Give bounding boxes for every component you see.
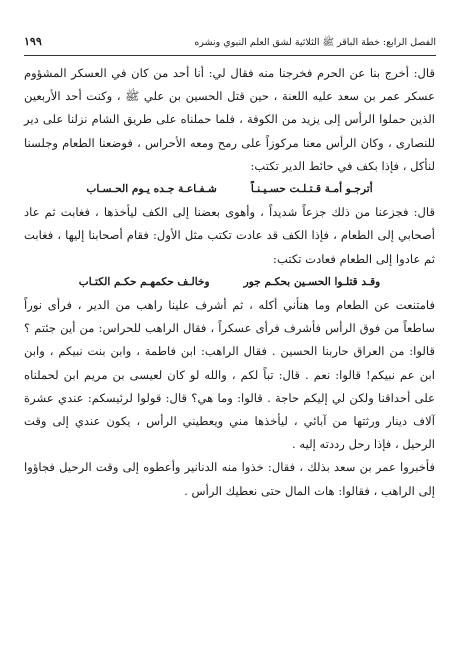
paragraph-1: قال: أخرج بنا عن الحرم فخرجنا منه فقال لي: أنا أحد من كان في العسكر المشؤوم عسكر عمر بن سعد عليه اللعنة ، حين قتل الحسين بن علي ﷺ ، وكنت أحد الأربعين الذين حملوا الرأس إلى يزيد من الكوفة ، فلما حملناه على طريق الشام نزلنا على دير للنصارى ، وكان الرأس معنا مركوزاً على رمح ومعه الأحراس ، فوضعنا الطعام وجلسنا لنأكل ، فإذا بكف في حائط الدير تكتب: — [24, 66, 435, 173]
page-header — [24, 33, 436, 56]
verse-1-second-hemistich: شـفـاعـة جـده يـوم الحـسـاب — [86, 183, 217, 196]
verse-1-first-hemistich: أترجـو أمـة قـتـلـت حسـيـنـاً — [250, 183, 373, 196]
page-number: ١٩٩ — [24, 35, 42, 48]
verse-1 — [24, 178, 435, 201]
paragraph-3: فامتنعت عن الطعام وما هنأني أكله ، ثم أشرف علينا راهب من الدير ، فرأى نوراً ساطعاً من فوق الرأس فأشرف فرأى عسكراً ، فقال الراهب للحراس: من أين جئتم ؟ قالوا: من العراق حاربنا الحسين . فقال الراهب: ابن فاطمة ، وابن بنت نبيكم ، وابن ابن عم نبيكم! قالوا: نعم . قال: تباً لكم ، والله لو كان لعيسى بن مريم ابن لحملناه على أحداقنا ولكن لي إليكم حاجة . قالوا: وما هي؟ قال: قولوا لرئيسكم: عندي عشرة آلاف دينار ورثتها من آبائي ، ليأخذها مني ويعطيني الرأس ، يكون عندي إلى وقت الرحيل ، فإذا رحل رددته إليه . — [24, 298, 435, 452]
paragraph-4: فأخبروا عمر بن سعد بذلك ، فقال: خذوا منه الدنانير وأعطوه إلى وقت الرحيل فجاؤوا إلى الراهب ، فقالوا: هات المال حتى نعطيك الرأس . — [24, 460, 435, 498]
verse-2-first-hemistich: وقـد قتلـوا الحسـين بحكـم جور — [243, 275, 381, 288]
page-body — [24, 62, 435, 503]
paragraph-2: قال: فجزعنا من ذلك جزعاً شديداً ، وأهوى بعضنا إلى الكف ليأخذها ، فغابت ثم عاد أصحابي إلى الطعام ، فإذا الكف قد عادت تكتب مثل الأول: فقام أصحابنا إليها ، فغابت ثم عادوا إلى الطعام فعادت تكتب: — [24, 205, 435, 266]
verse-2 — [24, 271, 435, 294]
verse-2-second-hemistich: وخالـف حكمهـم حكـم الكتـاب — [78, 275, 210, 288]
running-title: الفصل الرابع: خطة الباقر ﷺ الثلاثية لشق العلم النبوي ونشره — [194, 37, 436, 48]
